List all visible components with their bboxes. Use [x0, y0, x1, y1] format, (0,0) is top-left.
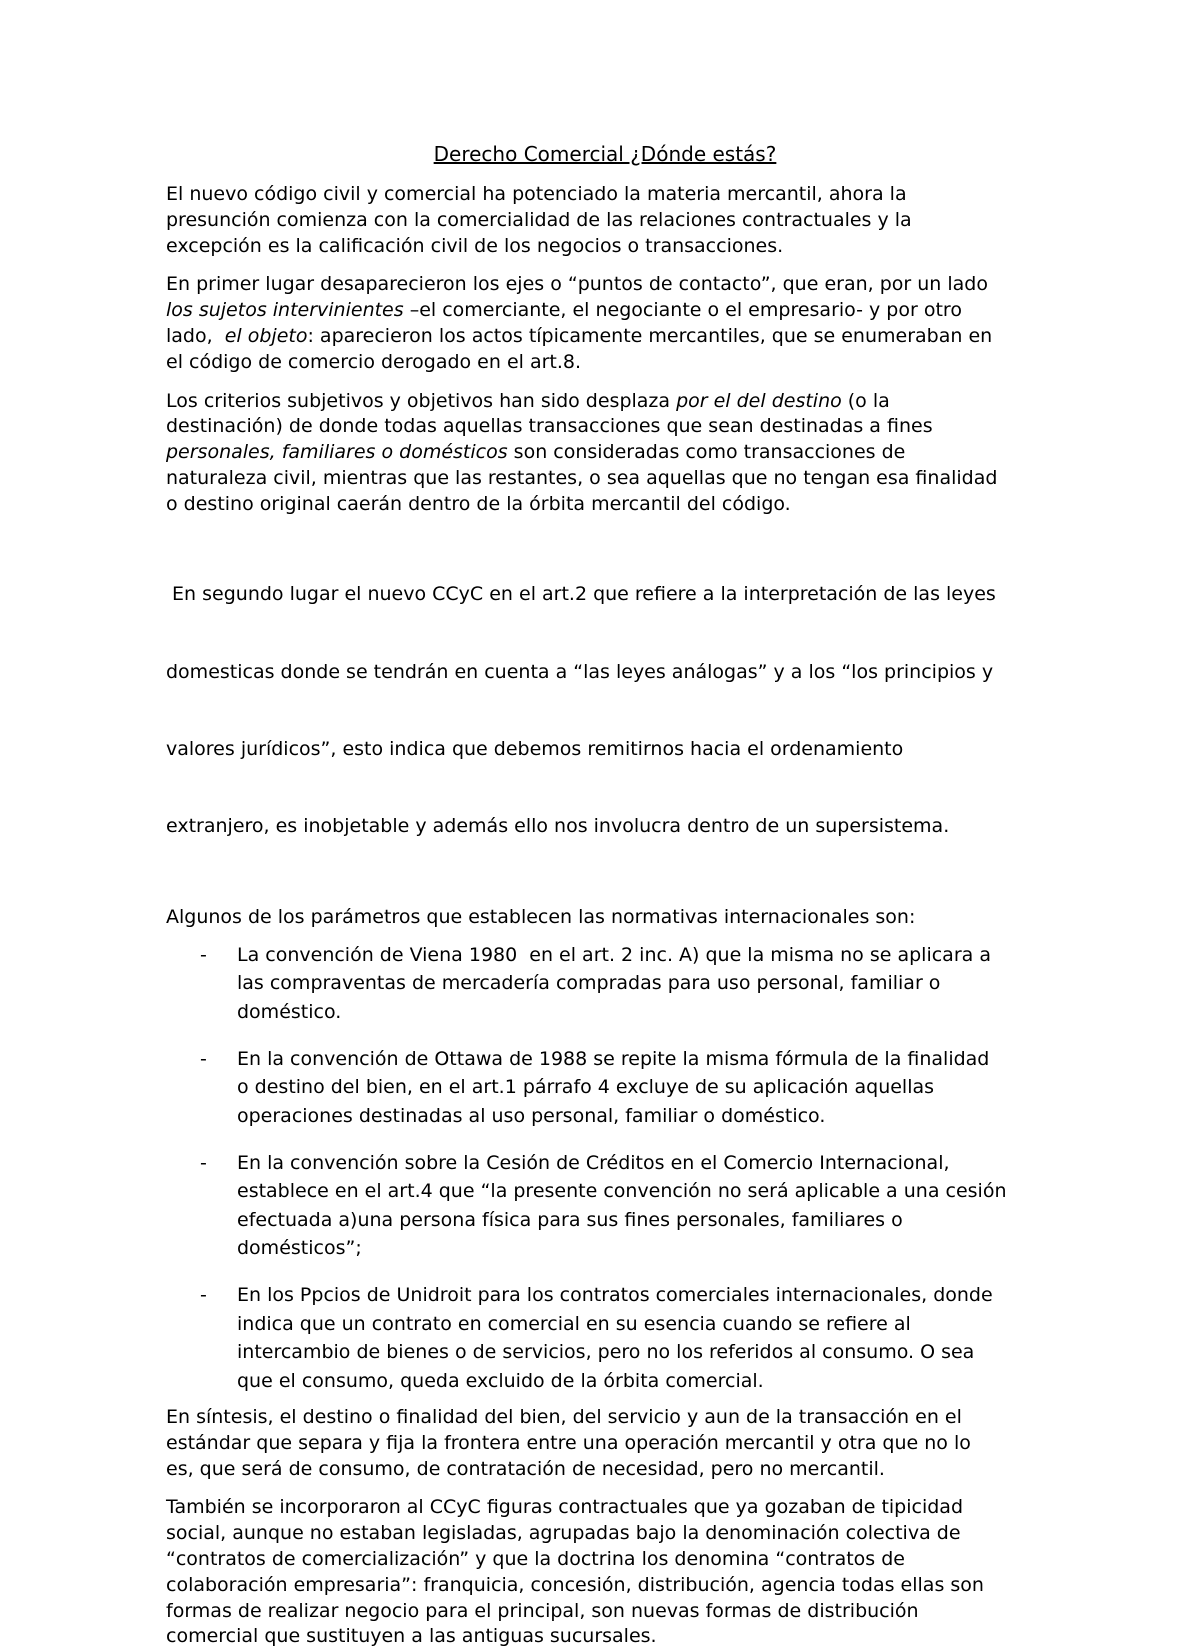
paragraph-criteria: [166, 389, 1038, 518]
text-line: formas de realizar negocio para el principal, son nuevas formas de distribución: [166, 1599, 919, 1622]
text-run: –el comerciante, el negociante o el empresario- y por otro: [403, 299, 962, 322]
bullet-dash: -: [200, 1151, 207, 1174]
text-line: naturaleza civil, mientras que las restantes, o sea aquellas que no tengan esa finalidad: [166, 466, 998, 489]
text-line: domésticos”;: [237, 1237, 362, 1260]
text-line: extranjero, es inobjetable y además ello nos involucra dentro de un supersistema.: [166, 815, 950, 838]
text-run: lado,: [166, 324, 225, 347]
text-line: “contratos de comercialización” y que la doctrina los denomina “contratos de: [166, 1548, 905, 1570]
document-title: Derecho Comercial ¿Dónde estás?: [433, 142, 777, 166]
list-item: [166, 1045, 1038, 1131]
text-line: efectuada a)una persona física para sus fines personales, familiares o: [237, 1208, 903, 1231]
paragraph-parameters: [166, 905, 1038, 931]
text-line: colaboración empresaria”: franquicia, concesión, distribución, agencia todas ellas son: [166, 1573, 984, 1596]
text-line: doméstico.: [237, 1000, 342, 1023]
list-item: [166, 941, 1038, 1027]
text-line: intercambio de bienes o de servicios, pero no los referidos al consumo. O sea: [237, 1341, 975, 1364]
bullet-dash: -: [200, 1284, 207, 1307]
paragraph-interpretation: [166, 531, 1038, 892]
bullet-dash: -: [200, 943, 207, 966]
text-line: presunción comienza con la comercialidad de las relaciones contractuales y la: [166, 208, 912, 231]
text-line: Algunos de los parámetros que establecen las normativas internacionales son:: [166, 905, 916, 928]
text-run: (o la: [841, 389, 890, 412]
list-item: [166, 1281, 1038, 1395]
text-line: que el consumo, queda excluido de la órbita comercial.: [237, 1369, 764, 1392]
text-line: En la convención sobre la Cesión de Créditos en el Comercio Internacional,: [237, 1151, 950, 1174]
paragraph-contact-points: [166, 272, 1038, 375]
text-line: las compraventas de mercadería compradas para uso personal, familiar o: [237, 972, 941, 995]
text-line: comercial que sustituyen a las antiguas sucursales.: [166, 1625, 657, 1648]
text-line: indica que un contrato en comercial en su esencia cuando se refiere al: [237, 1312, 911, 1335]
text-line: La convención de Viena 1980 en el art. 2 inc. A) que la misma no se aplicara a: [237, 943, 991, 966]
text-line: es, que será de consumo, de contratación de necesidad, pero no mercantil.: [166, 1457, 885, 1480]
text-line: [166, 440, 1038, 466]
text-line: [166, 389, 1038, 415]
italic-text: personales, familiares o domésticos: [166, 441, 508, 464]
italic-text: por el del destino: [676, 389, 842, 412]
text-line: excepción es la calificación civil de los negocios o transacciones.: [166, 234, 784, 257]
text-run: son consideradas como transacciones de: [507, 441, 906, 464]
text-line: establece en el art.4 que “la presente convención no será aplicable a una cesión: [237, 1180, 1007, 1203]
text-line: El nuevo código civil y comercial ha potenciado la materia mercantil, ahora la: [166, 183, 907, 205]
text-line: En segundo lugar el nuevo CCyC en el art.2 que refiere a la interpretación de las leyes: [166, 583, 996, 606]
text-line: En los Ppcios de Unidroit para los contratos comerciales internacionales, donde: [237, 1284, 993, 1307]
list-item: [166, 1149, 1038, 1263]
text-line: [166, 298, 1038, 324]
italic-text: los sujetos intervinientes: [166, 299, 404, 322]
text-line: En la convención de Ottawa de 1988 se repite la misma fórmula de la finalidad: [237, 1047, 990, 1070]
text-line: En síntesis, el destino o finalidad del bien, del servicio y aun de la transacción en el: [166, 1406, 962, 1429]
text-line: o destino del bien, en el art.1 párrafo 4 excluye de su aplicación aquellas: [237, 1076, 935, 1099]
text-run: Los criterios subjetivos y objetivos han sido desplaza: [166, 389, 677, 412]
paragraph-intro: [166, 182, 1038, 259]
text-line: [166, 324, 1038, 350]
text-line: estándar que separa y fija la frontera entre una operación mercantil y otra que no lo: [166, 1431, 971, 1454]
paragraph-contracts: [166, 1495, 1038, 1650]
text-line: domesticas donde se tendrán en cuenta a “las leyes análogas” y a los “los principios y: [166, 660, 994, 683]
conventions-list: [166, 941, 1038, 1396]
text-line: el código de comercio derogado en el art.8.: [166, 350, 582, 373]
text-line: social, aunque no estaban legisladas, agrupadas bajo la denominación colectiva de: [166, 1522, 961, 1545]
text-line: destinación) de donde todas aquellas transacciones que sean destinadas a fines: [166, 415, 933, 438]
text-run: : aparecieron los actos típicamente mercantiles, que se enumeraban en: [307, 324, 993, 347]
italic-text: el objeto: [224, 324, 308, 347]
paragraph-synthesis: [166, 1405, 1038, 1482]
text-line: operaciones destinadas al uso personal, familiar o doméstico.: [237, 1104, 826, 1127]
document-page: [166, 140, 1038, 1650]
text-line: También se incorporaron al CCyC figuras contractuales que ya gozaban de tipicidad: [166, 1496, 963, 1519]
text-line: o destino original caerán dentro de la órbita mercantil del código.: [166, 492, 791, 515]
text-line: En primer lugar desaparecieron los ejes o “puntos de contacto”, que eran, por un lado: [166, 273, 988, 296]
bullet-dash: -: [200, 1047, 207, 1070]
text-line: valores jurídicos”, esto indica que debemos remitirnos hacia el ordenamiento: [166, 737, 904, 760]
